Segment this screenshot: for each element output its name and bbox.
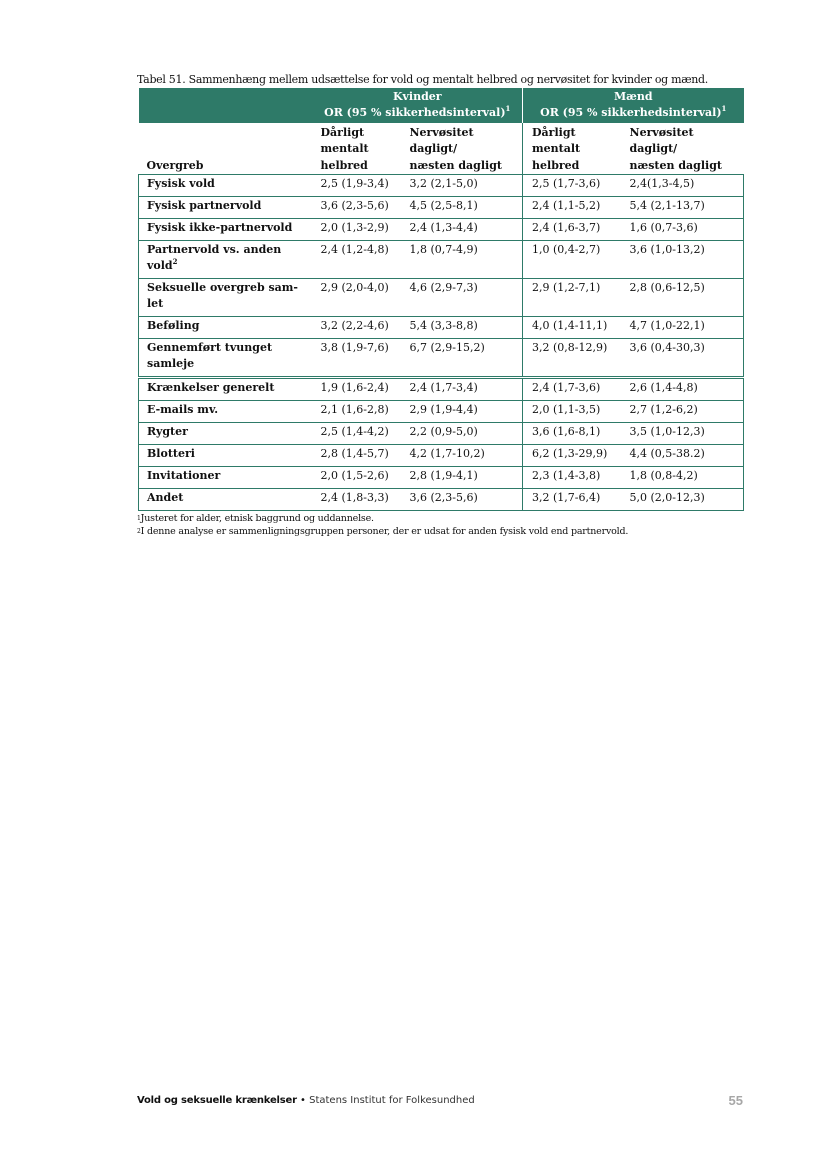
women-subtitle: OR (95 % sikkerhedsinterval)$^1$	[324, 104, 511, 119]
row-label: Krænkelser generelt	[139, 378, 313, 401]
cell-men-nervous: 3,5 (1,0-12,3)	[622, 423, 744, 445]
cell-men-health: 4,0 (1,4-11,1)	[523, 317, 622, 339]
group-header-men	[523, 88, 744, 123]
cell-women-nervous: 4,6 (2,9-7,3)	[402, 279, 523, 317]
row-label: Fysisk partnervold	[139, 197, 313, 219]
row-label: Fysisk ikke-partnervold	[139, 219, 313, 241]
table-row	[139, 279, 744, 317]
row-label: E-mails mv.	[139, 401, 313, 423]
row-label: Andet	[139, 489, 313, 511]
men-title: Mænd	[613, 90, 653, 103]
cell-men-health: 2,4 (1,1-5,2)	[523, 197, 622, 219]
cell-men-health: 2,4 (1,6-3,7)	[523, 219, 622, 241]
cell-women-health: 2,5 (1,9-3,4)	[313, 175, 402, 197]
cell-women-health: 3,6 (2,3-5,6)	[313, 197, 402, 219]
col-header-men-nervous: Nervøsitet dagligt/ næsten dagligt	[622, 123, 744, 175]
cell-men-health: 2,3 (1,4-3,8)	[523, 467, 622, 489]
cell-men-nervous: 2,6 (1,4-4,8)	[622, 378, 744, 401]
cell-women-nervous: 2,9 (1,9-4,4)	[402, 401, 523, 423]
footer-separator: •	[296, 1095, 310, 1106]
group-header-row	[139, 88, 744, 123]
cell-men-health: 2,9 (1,2-7,1)	[523, 279, 622, 317]
cell-men-health: 3,6 (1,6-8,1)	[523, 423, 622, 445]
table-row	[139, 197, 744, 219]
table-footnotes	[137, 512, 628, 538]
page-number: 55	[728, 1093, 743, 1108]
cell-women-nervous: 2,8 (1,9-4,1)	[402, 467, 523, 489]
column-header-row	[139, 123, 744, 175]
col-header-men-health: Dårligt mentalt helbred	[523, 123, 622, 175]
table-row	[139, 445, 744, 467]
cell-women-nervous: 5,4 (3,3-8,8)	[402, 317, 523, 339]
table-row	[139, 219, 744, 241]
col-header-overgreb: Overgreb	[139, 123, 313, 175]
cell-women-nervous: 6,7 (2,9-15,2)	[402, 339, 523, 378]
cell-women-nervous: 2,4 (1,3-4,4)	[402, 219, 523, 241]
cell-men-health: 2,5 (1,7-3,6)	[523, 175, 622, 197]
cell-women-nervous: 1,8 (0,7-4,9)	[402, 241, 523, 279]
col-header-women-health: Dårligt mentalt helbred	[313, 123, 402, 175]
table-row	[139, 378, 744, 401]
cell-women-nervous: 4,2 (1,7-10,2)	[402, 445, 523, 467]
cell-men-nervous: 4,4 (0,5-38.2)	[622, 445, 744, 467]
group-header-women	[313, 88, 523, 123]
cell-women-health: 3,8 (1,9-7,6)	[313, 339, 402, 378]
table-row	[139, 175, 744, 197]
cell-women-health: 2,0 (1,5-2,6)	[313, 467, 402, 489]
cell-men-nervous: 5,4 (2,1-13,7)	[622, 197, 744, 219]
row-label: Invitationer	[139, 467, 313, 489]
row-label: Gennemført tvunget samleje	[139, 339, 313, 378]
cell-women-health: 2,5 (1,4-4,2)	[313, 423, 402, 445]
cell-women-health: 2,4 (1,8-3,3)	[313, 489, 402, 511]
row-label: Partnervold vs. anden vold$^2$	[139, 241, 313, 279]
cell-men-health: 2,0 (1,1-3,5)	[523, 401, 622, 423]
group-header-blank	[139, 88, 313, 123]
cell-men-health: 1,0 (0,4-2,7)	[523, 241, 622, 279]
cell-men-nervous: 2,4(1,3-4,5)	[622, 175, 744, 197]
cell-men-nervous: 4,7 (1,0-22,1)	[622, 317, 744, 339]
cell-women-health: 2,8 (1,4-5,7)	[313, 445, 402, 467]
row-label: Fysisk vold	[139, 175, 313, 197]
row-label: Beføling	[139, 317, 313, 339]
table-row	[139, 241, 744, 279]
cell-women-health: 3,2 (2,2-4,6)	[313, 317, 402, 339]
table-row	[139, 339, 744, 378]
cell-women-nervous: 3,6 (2,3-5,6)	[402, 489, 523, 511]
cell-women-health: 2,4 (1,2-4,8)	[313, 241, 402, 279]
table-row	[139, 423, 744, 445]
footnote-1: $^1$Justeret for alder, etnisk baggrund og uddannelse.	[137, 513, 374, 524]
cell-women-nervous: 3,2 (2,1-5,0)	[402, 175, 523, 197]
footer-title: Vold og seksuelle krænkelser	[137, 1095, 297, 1106]
cell-women-health: 2,0 (1,3-2,9)	[313, 219, 402, 241]
table-caption: Tabel 51. Sammenhæng mellem udsættelse for vold og mentalt helbred og nervøsitet for kvinder og mænd.	[137, 73, 708, 86]
cell-men-nervous: 3,6 (0,4-30,3)	[622, 339, 744, 378]
row-label: Blotteri	[139, 445, 313, 467]
col-header-women-nervous: Nervøsitet dagligt/ næsten dagligt	[402, 123, 523, 175]
cell-men-nervous: 5,0 (2,0-12,3)	[622, 489, 744, 511]
cell-men-nervous: 3,6 (1,0-13,2)	[622, 241, 744, 279]
footnote-2: $^2$I denne analyse er sammenligningsgruppen personer, der er udsat for anden fysisk vold end partnervold.	[137, 526, 629, 537]
cell-men-health: 6,2 (1,3-29,9)	[523, 445, 622, 467]
women-title: Kvinder	[392, 90, 442, 103]
men-subtitle: OR (95 % sikkerhedsinterval)$^1$	[540, 104, 727, 119]
page-footer	[137, 1095, 747, 1111]
cell-men-nervous: 2,7 (1,2-6,2)	[622, 401, 744, 423]
cell-men-health: 3,2 (0,8-12,9)	[523, 339, 622, 378]
cell-men-nervous: 1,8 (0,8-4,2)	[622, 467, 744, 489]
row-label: Rygter	[139, 423, 313, 445]
table-row	[139, 401, 744, 423]
cell-women-nervous: 2,2 (0,9-5,0)	[402, 423, 523, 445]
cell-women-nervous: 4,5 (2,5-8,1)	[402, 197, 523, 219]
cell-women-health: 2,9 (2,0-4,0)	[313, 279, 402, 317]
cell-men-health: 3,2 (1,7-6,4)	[523, 489, 622, 511]
table-row	[139, 489, 744, 511]
cell-women-nervous: 2,4 (1,7-3,4)	[402, 378, 523, 401]
table-row	[139, 467, 744, 489]
cell-men-health: 2,4 (1,7-3,6)	[523, 378, 622, 401]
cell-women-health: 1,9 (1,6-2,4)	[313, 378, 402, 401]
footer-publisher: Statens Institut for Folkesundhed	[309, 1095, 475, 1106]
cell-women-health: 2,1 (1,6-2,8)	[313, 401, 402, 423]
cell-men-nervous: 1,6 (0,7-3,6)	[622, 219, 744, 241]
table-row	[139, 317, 744, 339]
row-label: Seksuelle overgreb sam-let	[139, 279, 313, 317]
cell-men-nervous: 2,8 (0,6-12,5)	[622, 279, 744, 317]
results-table	[138, 88, 744, 511]
